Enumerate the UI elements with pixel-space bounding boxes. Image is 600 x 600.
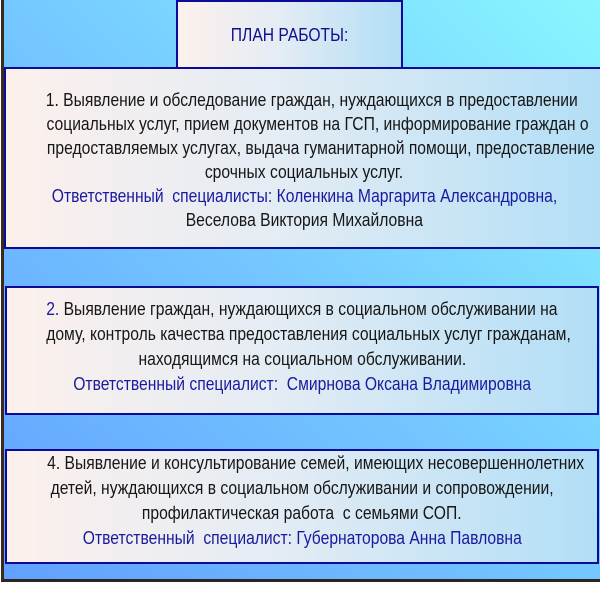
- work-item-4: [5, 449, 599, 564]
- item-1-text: Выявление и обследование граждан, нуждающихся в предоставлении: [58, 90, 578, 110]
- item-2-line-2: дому, контроль качества предоставления социальных услуг гражданам,: [46, 324, 571, 344]
- item-2-line-3: находящимся на социальном обслуживании.: [138, 349, 466, 369]
- item-4-line-2: детей, нуждающихся в социальном обслуживании и сопровождении,: [50, 478, 554, 498]
- item-1-responsible: Ответственный специалисты: Коленкина Маргарита Александровна,: [51, 186, 557, 206]
- item-4-line-1: [7, 451, 597, 476]
- item-1-line-3: предоставляемых услугах, выдача гуманитарной помощи, предоставление: [46, 138, 595, 158]
- work-item-2: [5, 286, 599, 415]
- page-title-text: ПЛАН РАБОТЫ:: [230, 25, 349, 45]
- item-2-responsible: Ответственный специалист: Смирнова Оксана Владимировна: [73, 374, 531, 394]
- item-4-responsible: Ответственный специалист: Губернаторова Анна Павловна: [82, 528, 522, 548]
- work-item-1: [4, 67, 600, 249]
- item-2-line-1: [7, 297, 597, 322]
- item-1-number: 1.: [45, 90, 59, 110]
- page-title: [178, 23, 401, 47]
- plan-header-box: [176, 0, 403, 69]
- item-2-text: Выявление граждан, нуждающихся в социальном обслуживании на: [59, 299, 558, 319]
- item-1-line-4: срочных социальных услуг.: [204, 162, 404, 182]
- item-1-line-1: [6, 88, 600, 112]
- item-1-line-2: социальных услуг, прием документов на ГСП, информирование граждан о: [46, 114, 589, 134]
- item-4-number: 4.: [47, 453, 61, 473]
- item-1-responsible-cont: Веселова Виктория Михайловна: [185, 210, 423, 230]
- item-2-number: 2.: [46, 299, 60, 319]
- item-4-line-3: профилактическая работа с семьями СОП.: [142, 503, 462, 523]
- item-4-text: Выявление и консультирование семей, имеющих несовершеннолетних: [60, 453, 585, 473]
